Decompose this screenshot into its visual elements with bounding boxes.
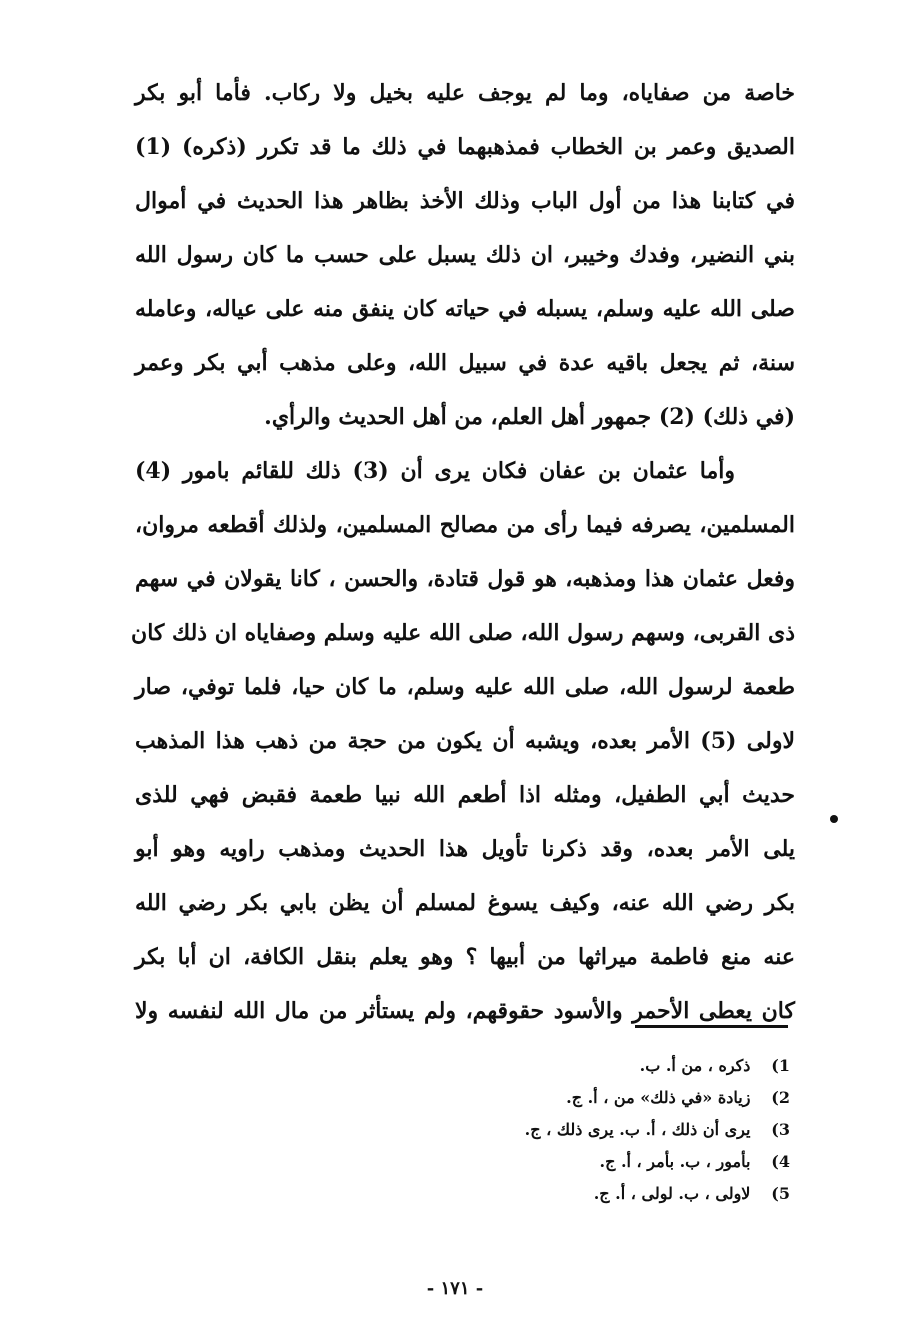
text-line: وفعل عثمان هذا ومذهبه، هو قول قتادة، والحسن ، كانا يقولان في سهم	[135, 566, 795, 592]
text-line: لاولى (5) الأمر بعده، ويشبه أن يكون من حجة من ذهب هذا المذهب	[135, 728, 796, 754]
footnote-text: يرى أن ذلك ، أ. ب. يرى ذلك ، ج.	[524, 1120, 751, 1139]
text-line: في كتابنا هذا من أول الباب وذلك الأخذ بظاهر هذا الحديث في أموال	[135, 188, 795, 214]
footnote	[420, 1082, 790, 1114]
margin-dot	[830, 815, 838, 823]
footnote	[420, 1178, 790, 1210]
page-number: - ١٧١ -	[426, 1278, 484, 1299]
footnote-text: بأمور ، ب. بأمر ، أ. ج.	[599, 1152, 751, 1171]
text-line: بني النضير، وفدك وخيبر، ان ذلك يسبل على حسب ما كان رسول الله	[135, 242, 795, 268]
text-line: كان يعطى الأحمر والأسود حقوقهم، ولم يستأثر من مال الله لنفسه ولا	[135, 998, 795, 1024]
text-line: (في ذلك) (2) جمهور أهل العلم، من أهل الحديث والرأي.	[264, 404, 795, 430]
text-line: الصديق وعمر بن الخطاب فمذهبهما في ذلك ما قد تكرر (ذكره) (1)	[135, 134, 795, 160]
text-line: يلى الأمر بعده، وقد ذكرنا تأويل هذا الحديث ومذهب راويه وهو أبو	[135, 836, 795, 862]
text-line: عنه منع فاطمة ميراثها من أبيها ؟ وهو يعلم بنقل الكافة، ان أبا بكر	[135, 944, 795, 970]
text-line: صلى الله عليه وسلم، يسبله في حياته كان ينفق منه على عياله، وعامله	[135, 296, 795, 322]
text-line: سنة، ثم يجعل باقيه عدة في سبيل الله، وعلى مذهب أبي بكر وعمر	[135, 350, 795, 376]
footnote-text: ذكره ، من أ. ب.	[639, 1056, 751, 1075]
text-line: ذى القربى، وسهم رسول الله، صلى الله عليه وسلم وصفاياه ان ذلك كان	[131, 620, 795, 646]
footnote-number: 3)	[771, 1120, 790, 1139]
footnote	[420, 1050, 790, 1082]
footnote-number: 4)	[771, 1152, 790, 1171]
text-line: المسلمين، يصرفه فيما رأى من مصالح المسلمين، ولذلك أقطعه مروان،	[135, 512, 795, 538]
text-line: خاصة من صفاياه، وما لم يوجف عليه بخيل ولا ركاب. فأما أبو بكر	[135, 80, 795, 106]
text-line: حديث أبي الطفيل، ومثله اذا أطعم الله نبيا طعمة فقبض فهي للذى	[135, 782, 795, 808]
main-text	[131, 66, 796, 1038]
text-line: طعمة لرسول الله، صلى الله عليه وسلم، ما كان حيا، فلما توفي، صار	[135, 674, 795, 700]
footnote-number: 2)	[771, 1088, 790, 1107]
text-line: وأما عثمان بن عفان فكان يرى أن (3) ذلك للقائم بامور (4)	[135, 458, 735, 484]
footnote-text: زيادة «في ذلك» من ، أ. ج.	[566, 1088, 751, 1107]
footnote-number: 1)	[771, 1056, 790, 1075]
footnote-text: لاولى ، ب. لولى ، أ. ج.	[593, 1184, 751, 1203]
footnote-number: 5)	[771, 1184, 790, 1203]
footnote	[420, 1146, 790, 1178]
text-line: بكر رضي الله عنه، وكيف يسوغ لمسلم أن يظن بابي بكر رضي الله	[135, 890, 795, 916]
footnote-separator	[635, 1025, 788, 1028]
footnotes	[420, 1050, 790, 1210]
footnote	[420, 1114, 790, 1146]
